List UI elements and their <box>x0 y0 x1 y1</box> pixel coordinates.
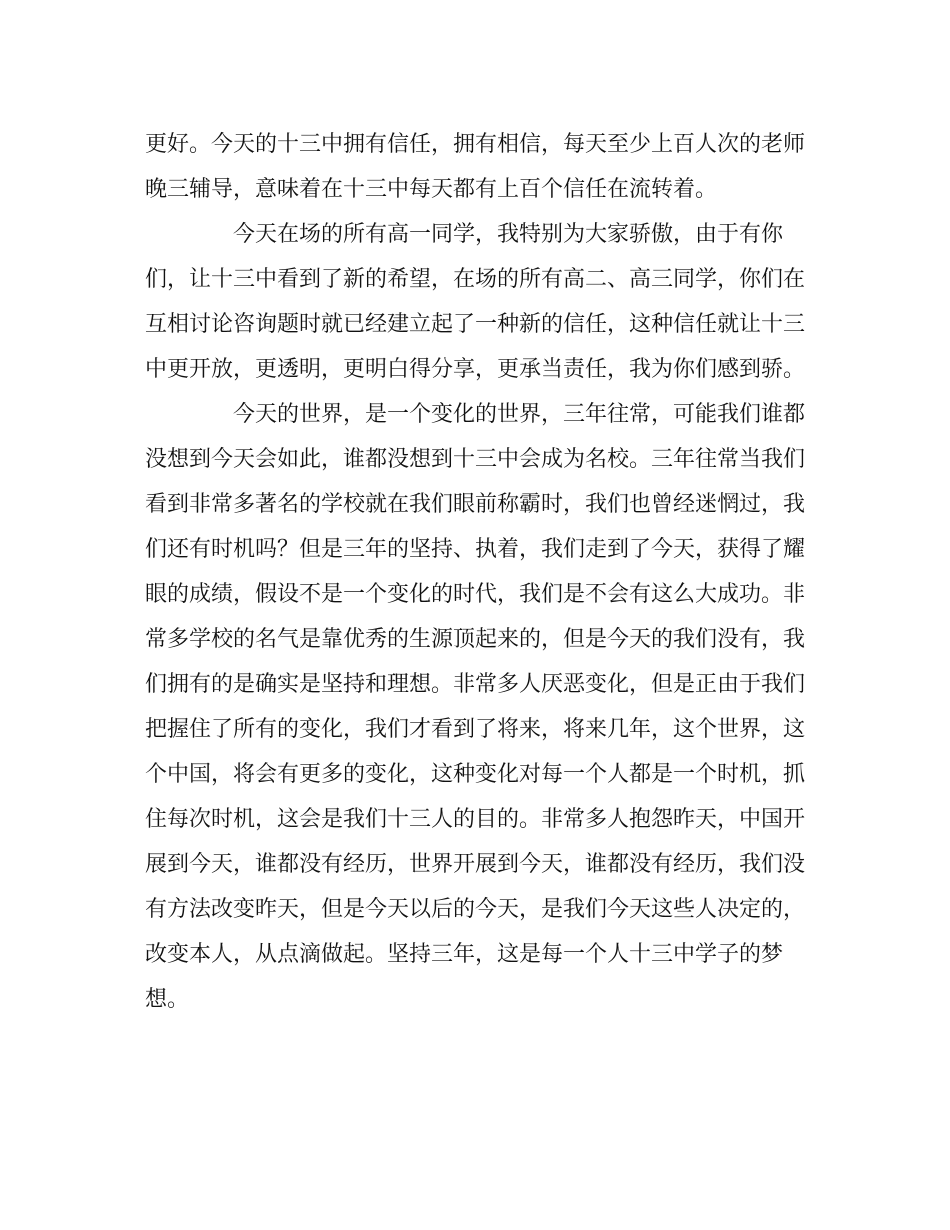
text-line: 把握住了所有的变化，我们才看到了将来，将来几年，这个世界，这 <box>145 717 806 742</box>
text-line: 常多学校的名气是靠优秀的生源顶起来的，但是今天的我们没有，我 <box>145 627 806 652</box>
paragraph-3 <box>145 392 805 1022</box>
paragraph-2 <box>145 212 805 392</box>
text-line: 们还有时机吗？但是三年的坚持、执着，我们走到了今天，获得了耀 <box>145 537 806 562</box>
body-text <box>145 122 805 1022</box>
text-line: 想。 <box>145 987 190 1012</box>
text-line: 个中国，将会有更多的变化，这种变化对每一个人都是一个时机，抓 <box>145 762 806 787</box>
text-line: 更好。今天的十三中拥有信任，拥有相信，每天至少上百人次的老师 <box>145 132 806 157</box>
text-line: 有方法改变昨天，但是今天以后的今天，是我们今天这些人决定的， <box>145 897 806 922</box>
text-line: 眼的成绩，假设不是一个变化的时代，我们是不会有这么大成功。非 <box>145 582 806 607</box>
text-line: 没想到今天会如此，谁都没想到十三中会成为名校。三年往常当我们 <box>145 447 806 472</box>
text-line: 晚三辅导，意味着在十三中每天都有上百个信任在流转着。 <box>145 177 718 202</box>
text-line: 们，让十三中看到了新的希望，在场的所有高二、高三同学，你们在 <box>145 267 806 292</box>
text-line: 看到非常多著名的学校就在我们眼前称霸时，我们也曾经迷惘过，我 <box>145 492 806 517</box>
text-line: 展到今天，谁都没有经历，世界开展到今天，谁都没有经历，我们没 <box>145 852 806 877</box>
text-line: 中更开放，更透明，更明白得分享，更承当责任，我为你们感到骄。 <box>145 357 806 382</box>
text-line: 今天的世界，是一个变化的世界，三年往常，可能我们谁都 <box>233 402 806 427</box>
text-line: 互相讨论咨询题时就已经建立起了一种新的信任，这种信任就让十三 <box>145 312 806 337</box>
paragraph-1 <box>145 122 805 212</box>
text-line: 住每次时机，这会是我们十三人的目的。非常多人抱怨昨天，中国开 <box>145 807 806 832</box>
text-line: 改变本人，从点滴做起。坚持三年，这是每一个人十三中学子的梦 <box>145 942 784 967</box>
text-line: 们拥有的是确实是坚持和理想。非常多人厌恶变化，但是正由于我们 <box>145 672 806 697</box>
text-line: 今天在场的所有高一同学，我特别为大家骄傲，由于有你 <box>233 222 784 247</box>
